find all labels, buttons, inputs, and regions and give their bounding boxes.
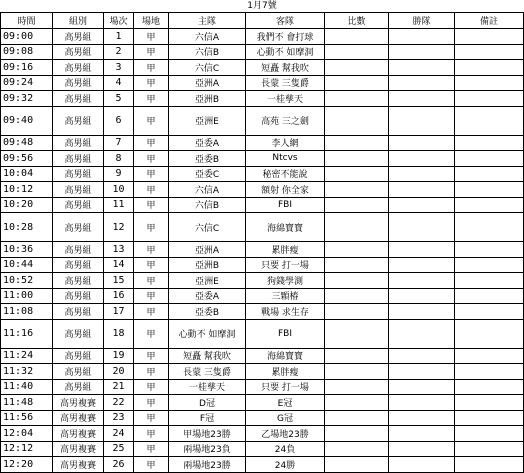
cell-match-no: 13: [104, 242, 134, 258]
table-row: [1, 75, 524, 91]
cell-winner: [389, 273, 455, 289]
cell-venue: 甲: [134, 273, 169, 289]
cell-group: 高男組: [53, 242, 104, 258]
cell-group: 高男組: [53, 166, 104, 182]
table-row: [1, 213, 524, 242]
cell-match-no: 20: [104, 364, 134, 380]
cell-venue: 甲: [134, 319, 169, 348]
cell-time: 10:28: [1, 213, 53, 242]
cell-time: 11:08: [1, 304, 53, 320]
cell-group: 高男組: [53, 44, 104, 60]
cell-notes: [455, 213, 524, 242]
cell-score: [325, 288, 389, 304]
cell-home: 亞委B: [169, 304, 246, 320]
cell-time: 10:20: [1, 197, 53, 213]
cell-score: [325, 213, 389, 242]
cell-home: 亞委C: [169, 166, 246, 182]
cell-notes: [455, 44, 524, 60]
cell-venue: 甲: [134, 182, 169, 198]
cell-winner: [389, 441, 455, 457]
cell-notes: [455, 319, 524, 348]
cell-time: 11:24: [1, 348, 53, 364]
table-row: [1, 441, 524, 457]
cell-home: 亞委A: [169, 135, 246, 151]
table-row: [1, 364, 524, 380]
cell-away: 只要 打一場: [246, 379, 325, 395]
cell-score: [325, 242, 389, 258]
header-match-no: 場次: [104, 13, 134, 29]
cell-winner: [389, 44, 455, 60]
cell-notes: [455, 197, 524, 213]
cell-home: 短矗 幫我吹: [169, 348, 246, 364]
cell-venue: 甲: [134, 213, 169, 242]
cell-home: 六信A: [169, 182, 246, 198]
cell-score: [325, 75, 389, 91]
cell-time: 09:24: [1, 75, 53, 91]
schedule-table: [0, 12, 524, 473]
table-row: [1, 288, 524, 304]
cell-winner: [389, 304, 455, 320]
cell-score: [325, 106, 389, 135]
cell-match-no: 9: [104, 166, 134, 182]
cell-notes: [455, 91, 524, 107]
cell-home: 亞洲B: [169, 91, 246, 107]
cell-winner: [389, 75, 455, 91]
cell-time: 09:48: [1, 135, 53, 151]
table-row: [1, 457, 524, 473]
cell-away: G冠: [246, 410, 325, 426]
cell-venue: 甲: [134, 257, 169, 273]
cell-away: 24勝: [246, 457, 325, 473]
cell-home: 六信C: [169, 213, 246, 242]
cell-match-no: 7: [104, 135, 134, 151]
cell-away: 短矗 幫我吹: [246, 60, 325, 76]
cell-score: [325, 151, 389, 167]
cell-time: 09:56: [1, 151, 53, 167]
cell-home: 亞洲B: [169, 257, 246, 273]
cell-venue: 甲: [134, 106, 169, 135]
cell-venue: 甲: [134, 379, 169, 395]
table-row: [1, 135, 524, 151]
table-row: [1, 151, 524, 167]
cell-score: [325, 319, 389, 348]
cell-score: [325, 410, 389, 426]
cell-time: 11:32: [1, 364, 53, 380]
cell-winner: [389, 319, 455, 348]
cell-away: E冠: [246, 395, 325, 411]
cell-winner: [389, 197, 455, 213]
table-row: [1, 182, 524, 198]
cell-time: 10:36: [1, 242, 53, 258]
cell-winner: [389, 106, 455, 135]
cell-group: 高男組: [53, 257, 104, 273]
cell-score: [325, 364, 389, 380]
cell-winner: [389, 91, 455, 107]
cell-notes: [455, 75, 524, 91]
cell-notes: [455, 60, 524, 76]
cell-venue: 甲: [134, 410, 169, 426]
cell-notes: [455, 364, 524, 380]
cell-away: 海綿寶寶: [246, 213, 325, 242]
cell-match-no: 3: [104, 60, 134, 76]
cell-match-no: 16: [104, 288, 134, 304]
cell-venue: 甲: [134, 242, 169, 258]
table-row: [1, 29, 524, 45]
cell-notes: [455, 151, 524, 167]
cell-notes: [455, 257, 524, 273]
cell-match-no: 26: [104, 457, 134, 473]
cell-venue: 甲: [134, 197, 169, 213]
cell-group: 高男複賽: [53, 441, 104, 457]
cell-venue: 甲: [134, 395, 169, 411]
cell-group: 高男組: [53, 288, 104, 304]
cell-notes: [455, 288, 524, 304]
cell-winner: [389, 379, 455, 395]
cell-notes: [455, 457, 524, 473]
table-row: [1, 410, 524, 426]
cell-match-no: 21: [104, 379, 134, 395]
cell-match-no: 15: [104, 273, 134, 289]
cell-match-no: 10: [104, 182, 134, 198]
cell-score: [325, 304, 389, 320]
cell-time: 09:00: [1, 29, 53, 45]
cell-match-no: 12: [104, 213, 134, 242]
cell-match-no: 1: [104, 29, 134, 45]
cell-away: 戰場 求生存: [246, 304, 325, 320]
cell-venue: 甲: [134, 166, 169, 182]
cell-time: 11:48: [1, 395, 53, 411]
cell-winner: [389, 288, 455, 304]
cell-home: 兩場地23負: [169, 441, 246, 457]
cell-away: 秘密不能說: [246, 166, 325, 182]
cell-home: F冠: [169, 410, 246, 426]
cell-group: 高男組: [53, 273, 104, 289]
cell-group: 高男複賽: [53, 410, 104, 426]
header-score: 比數: [325, 13, 389, 29]
cell-match-no: 17: [104, 304, 134, 320]
cell-notes: [455, 348, 524, 364]
cell-home: 亞洲A: [169, 242, 246, 258]
table-row: [1, 379, 524, 395]
cell-time: 10:44: [1, 257, 53, 273]
cell-score: [325, 426, 389, 442]
cell-match-no: 19: [104, 348, 134, 364]
header-time: 時間: [1, 13, 53, 29]
cell-time: 09:08: [1, 44, 53, 60]
cell-notes: [455, 379, 524, 395]
cell-score: [325, 197, 389, 213]
cell-notes: [455, 410, 524, 426]
cell-away: 三顆椿: [246, 288, 325, 304]
cell-home: 六信C: [169, 60, 246, 76]
cell-winner: [389, 395, 455, 411]
cell-winner: [389, 151, 455, 167]
header-winner: 勝隊: [389, 13, 455, 29]
cell-group: 高男組: [53, 213, 104, 242]
cell-winner: [389, 213, 455, 242]
cell-time: 09:40: [1, 106, 53, 135]
cell-venue: 甲: [134, 44, 169, 60]
cell-score: [325, 44, 389, 60]
cell-match-no: 25: [104, 441, 134, 457]
cell-away: FBI: [246, 319, 325, 348]
cell-winner: [389, 410, 455, 426]
table-row: [1, 166, 524, 182]
cell-away: 24負: [246, 441, 325, 457]
cell-winner: [389, 457, 455, 473]
cell-notes: [455, 304, 524, 320]
cell-notes: [455, 135, 524, 151]
header-home: 主隊: [169, 13, 246, 29]
cell-time: 11:16: [1, 319, 53, 348]
cell-home: 亞委A: [169, 288, 246, 304]
cell-venue: 甲: [134, 348, 169, 364]
table-row: [1, 60, 524, 76]
cell-group: 高男組: [53, 91, 104, 107]
table-row: [1, 395, 524, 411]
header-venue: 場地: [134, 13, 169, 29]
cell-winner: [389, 257, 455, 273]
cell-match-no: 11: [104, 197, 134, 213]
table-row: [1, 257, 524, 273]
cell-away: 李人網: [246, 135, 325, 151]
cell-away: 只要 打一場: [246, 257, 325, 273]
cell-home: 六信B: [169, 44, 246, 60]
cell-home: 心動不 如摩洞: [169, 319, 246, 348]
cell-match-no: 4: [104, 75, 134, 91]
cell-group: 高男組: [53, 106, 104, 135]
cell-match-no: 5: [104, 91, 134, 107]
cell-notes: [455, 426, 524, 442]
cell-group: 高男複賽: [53, 426, 104, 442]
cell-group: 高男組: [53, 182, 104, 198]
cell-winner: [389, 364, 455, 380]
table-row: [1, 348, 524, 364]
cell-notes: [455, 166, 524, 182]
cell-time: 10:52: [1, 273, 53, 289]
cell-venue: 甲: [134, 364, 169, 380]
table-row: [1, 426, 524, 442]
cell-time: 12:12: [1, 441, 53, 457]
cell-match-no: 23: [104, 410, 134, 426]
cell-venue: 甲: [134, 304, 169, 320]
cell-home: 亞委B: [169, 151, 246, 167]
header-away: 客隊: [246, 13, 325, 29]
cell-notes: [455, 395, 524, 411]
cell-time: 10:12: [1, 182, 53, 198]
cell-home: D冠: [169, 395, 246, 411]
cell-home: 甲場地23勝: [169, 426, 246, 442]
cell-venue: 甲: [134, 441, 169, 457]
cell-group: 高男組: [53, 60, 104, 76]
cell-notes: [455, 242, 524, 258]
table-row: [1, 273, 524, 289]
cell-away: 我們不 會打球: [246, 29, 325, 45]
cell-group: 高男組: [53, 151, 104, 167]
cell-venue: 甲: [134, 29, 169, 45]
cell-score: [325, 379, 389, 395]
cell-match-no: 6: [104, 106, 134, 135]
cell-venue: 甲: [134, 91, 169, 107]
cell-away: 一桂孳天: [246, 91, 325, 107]
cell-score: [325, 348, 389, 364]
cell-winner: [389, 242, 455, 258]
cell-group: 高男組: [53, 135, 104, 151]
cell-winner: [389, 348, 455, 364]
cell-time: 09:32: [1, 91, 53, 107]
table-row: [1, 319, 524, 348]
cell-winner: [389, 135, 455, 151]
cell-venue: 甲: [134, 457, 169, 473]
cell-time: 09:16: [1, 60, 53, 76]
header-group: 組別: [53, 13, 104, 29]
header-notes: 備註: [455, 13, 524, 29]
cell-home: 亞洲E: [169, 106, 246, 135]
cell-group: 高男組: [53, 197, 104, 213]
cell-score: [325, 166, 389, 182]
cell-group: 高男組: [53, 379, 104, 395]
cell-winner: [389, 166, 455, 182]
cell-group: 高男組: [53, 75, 104, 91]
cell-time: 11:00: [1, 288, 53, 304]
cell-winner: [389, 60, 455, 76]
cell-away: 海綿寶寶: [246, 348, 325, 364]
page-title: 1月7號: [247, 1, 277, 11]
cell-score: [325, 457, 389, 473]
cell-away: 長蒙 三隻爵: [246, 75, 325, 91]
cell-venue: 甲: [134, 151, 169, 167]
cell-away: 狗錢學測: [246, 273, 325, 289]
cell-score: [325, 395, 389, 411]
cell-score: [325, 91, 389, 107]
cell-match-no: 24: [104, 426, 134, 442]
header-row: [1, 13, 524, 29]
cell-venue: 甲: [134, 60, 169, 76]
cell-away: 額射 你全家: [246, 182, 325, 198]
table-row: [1, 91, 524, 107]
cell-score: [325, 29, 389, 45]
cell-away: 累胖瘦: [246, 364, 325, 380]
table-row: [1, 44, 524, 60]
cell-notes: [455, 29, 524, 45]
cell-venue: 甲: [134, 75, 169, 91]
cell-group: 高男組: [53, 348, 104, 364]
cell-group: 高男組: [53, 304, 104, 320]
table-row: [1, 106, 524, 135]
cell-away: 乙場地23勝: [246, 426, 325, 442]
cell-match-no: 22: [104, 395, 134, 411]
cell-winner: [389, 426, 455, 442]
cell-match-no: 8: [104, 151, 134, 167]
cell-winner: [389, 182, 455, 198]
cell-home: 六信B: [169, 197, 246, 213]
cell-score: [325, 257, 389, 273]
cell-away: FBI: [246, 197, 325, 213]
cell-notes: [455, 106, 524, 135]
cell-score: [325, 273, 389, 289]
table-row: [1, 197, 524, 213]
cell-time: 12:20: [1, 457, 53, 473]
cell-time: 10:04: [1, 166, 53, 182]
table-row: [1, 242, 524, 258]
cell-away: 心動不 如摩洞: [246, 44, 325, 60]
cell-home: 兩場地23勝: [169, 457, 246, 473]
cell-group: 高男複賽: [53, 395, 104, 411]
cell-home: 亞洲A: [169, 75, 246, 91]
cell-notes: [455, 182, 524, 198]
cell-score: [325, 135, 389, 151]
cell-venue: 甲: [134, 288, 169, 304]
cell-away: 高苑 三之劍: [246, 106, 325, 135]
cell-time: 11:40: [1, 379, 53, 395]
cell-match-no: 18: [104, 319, 134, 348]
cell-away: 累胖瘦: [246, 242, 325, 258]
cell-notes: [455, 441, 524, 457]
cell-notes: [455, 273, 524, 289]
cell-group: 高男複賽: [53, 457, 104, 473]
cell-home: 六信A: [169, 29, 246, 45]
cell-home: 亞洲E: [169, 273, 246, 289]
cell-score: [325, 441, 389, 457]
cell-time: 11:56: [1, 410, 53, 426]
cell-home: 一桂孳天: [169, 379, 246, 395]
cell-venue: 甲: [134, 426, 169, 442]
table-row: [1, 304, 524, 320]
cell-away: Ntcvs: [246, 151, 325, 167]
cell-group: 高男組: [53, 29, 104, 45]
cell-home: 長蒙 三隻爵: [169, 364, 246, 380]
cell-match-no: 14: [104, 257, 134, 273]
cell-score: [325, 182, 389, 198]
cell-group: 高男組: [53, 364, 104, 380]
cell-match-no: 2: [104, 44, 134, 60]
cell-winner: [389, 29, 455, 45]
cell-time: 12:04: [1, 426, 53, 442]
cell-group: 高男組: [53, 319, 104, 348]
cell-venue: 甲: [134, 135, 169, 151]
cell-score: [325, 60, 389, 76]
